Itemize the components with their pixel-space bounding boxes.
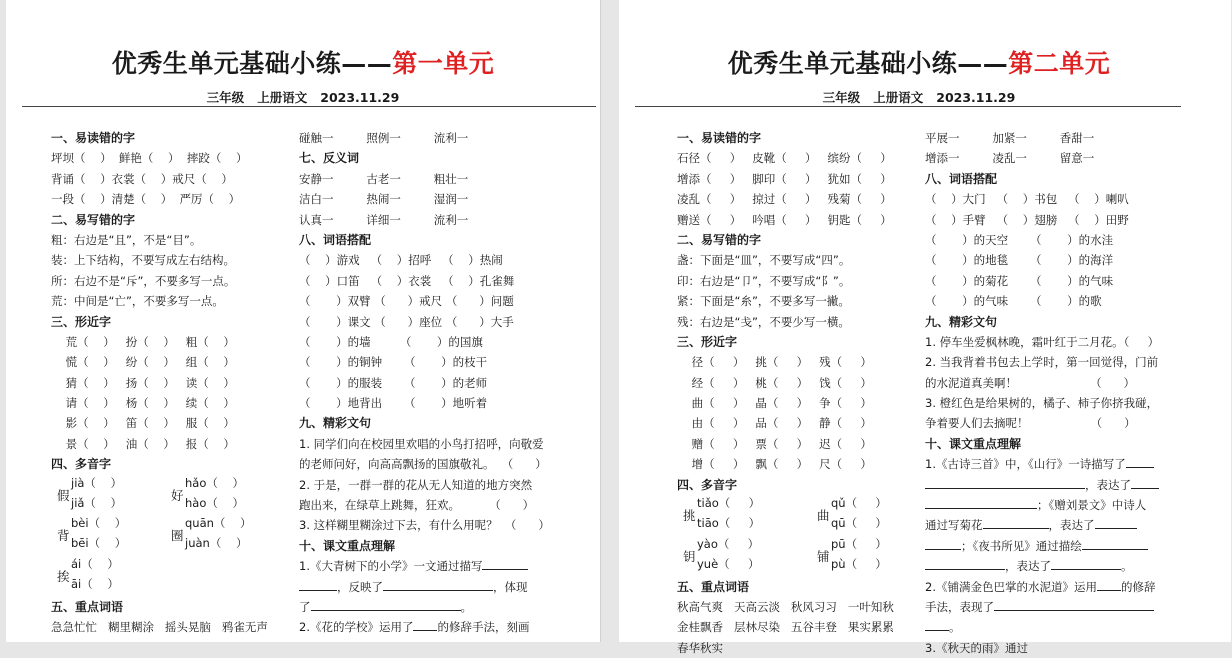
exercise-line: 猜（ ） 扬（ ） 读（ ）: [51, 375, 235, 390]
q1-text: 1.《古诗三首》中，《山行》一诗描写了: [925, 457, 1126, 472]
q1-text: 1.《大青树下的小学》一文通过描写: [299, 559, 483, 574]
polyphone-item: [57, 556, 167, 596]
polyphone-item: [683, 536, 793, 576]
exercise-line: 凌乱（ ） 掠过（ ） 残菊（ ）: [677, 192, 892, 207]
q2-text: 的修辞手法，刻画: [437, 620, 530, 635]
pinyin-option: quān（ ）: [185, 516, 252, 531]
pinyin-option: hào（ ）: [185, 495, 244, 510]
q2-text: 。: [949, 620, 961, 635]
pinyin-option: bèi（ ）: [71, 516, 127, 531]
exercise-line: （ ）的地毯 （ ）的海洋: [925, 253, 1114, 268]
exercise-line: 2. 于是，一群一群的花从无人知道的地方突然: [299, 477, 533, 492]
exercise-line: 争着要人们去摘呢！ （ ）: [925, 416, 1136, 431]
exercise-line: 春华秋实: [677, 640, 723, 655]
q2-text: 手法，表现了: [925, 599, 994, 614]
exercise-line: （ ）的菊花 （ ）的气味: [925, 273, 1114, 288]
exercise-line: 认真一 详细一 流利一: [299, 212, 469, 227]
exercise-line: （ ）的服装 （ ）的老师: [299, 375, 488, 390]
question-line: [925, 454, 1165, 474]
document-page-unit-1: [6, 0, 601, 642]
page-subtitle: 三年级 上册语文 2023.11.29: [822, 90, 1016, 105]
page-title: [6, 44, 600, 80]
answer-blank[interactable]: [1082, 537, 1148, 550]
exercise-line: 景（ ） 油（ ） 报（ ）: [51, 436, 235, 451]
exercise-line: 1. 同学们向在校园里欢唱的小鸟打招呼，向敬爱: [299, 436, 544, 451]
pinyin-option: āi（ ）: [71, 577, 119, 592]
exercise-line: 1. 停车坐爱枫林晚，霜叶红于二月花。（ ）: [925, 334, 1160, 349]
exercise-line: 盏：下面是“皿”，不要写成“四”。: [677, 253, 851, 268]
polyphone-item: [171, 475, 281, 515]
section-heading: 十、课文重点理解: [925, 436, 1022, 451]
pinyin-option: bēi（ ）: [71, 536, 127, 551]
exercise-line: 急急忙忙 糊里糊涂 摇头晃脑 鸦雀无声: [51, 620, 268, 635]
title-main: 优秀生单元基础小练——: [111, 49, 393, 78]
q1-text: ，表达了: [1005, 559, 1051, 574]
title-unit: 第二单元: [1008, 49, 1111, 78]
question-line: 了 。: [299, 599, 472, 614]
pinyin-option: pù（ ）: [831, 556, 887, 571]
exercise-line: 所：右边不是“斥”，不要多写一点。: [51, 273, 236, 288]
pinyin-option: yuè（ ）: [697, 556, 760, 571]
exercise-line: 慌（ ） 纷（ ） 组（ ）: [51, 355, 235, 370]
polyphone-row: [677, 495, 917, 536]
question-line: [925, 577, 1165, 597]
q2-text: 2.《花的学校》运用了: [299, 620, 414, 635]
exercise-line: 增添一 凌乱一 留意一: [925, 151, 1095, 166]
polyphone-char: 钥: [683, 548, 696, 564]
pinyin-option: jiǎ（ ）: [71, 495, 123, 510]
exercise-line: 坪坝（ ） 鲜艳（ ） 摔跤（ ）: [51, 151, 248, 166]
exercise-line: 2. 当我背着书包去上学时，第一回觉得，门前: [925, 355, 1159, 370]
answer-blank[interactable]: [925, 618, 949, 631]
polyphone-char: 铺: [817, 548, 830, 564]
title-unit: 第一单元: [392, 49, 495, 78]
polyphone-item: [171, 515, 281, 555]
section-heading: 九、精彩文句: [925, 314, 998, 329]
section-heading: 四、多音字: [51, 457, 112, 472]
answer-blank[interactable]: [925, 557, 1005, 570]
exercise-line: 经（ ） 桃（ ） 饯（ ）: [677, 375, 872, 390]
polyphone-row: [51, 515, 291, 556]
page-subtitle: 三年级 上册语文 2023.11.29: [206, 90, 400, 105]
polyphone-row: [51, 556, 291, 597]
question-line: [299, 556, 549, 576]
pinyin-option: tiǎo（ ）: [697, 496, 761, 511]
section-heading: 八、词语搭配: [925, 171, 998, 186]
q1-text: 了: [299, 599, 311, 614]
question-line: [299, 577, 549, 597]
polyphone-char: 背: [57, 528, 70, 544]
question-line: [925, 475, 1165, 495]
question-line: [925, 617, 1165, 637]
answer-blank[interactable]: [925, 476, 1085, 489]
question-line: [925, 515, 1165, 535]
pinyin-option: pū（ ）: [831, 536, 887, 551]
exercise-line: 安静一 古老一 粗壮一: [299, 171, 469, 186]
polyphone-char: 好: [171, 487, 184, 503]
exercise-line: （ ）的铜钟 （ ）的枝干: [299, 355, 488, 370]
page-title: [613, 44, 1225, 80]
answer-blank[interactable]: [1051, 557, 1121, 570]
exercise-line: 金桂飘香 层林尽染 五谷丰登 果实累累: [677, 620, 894, 635]
polyphone-item: [817, 495, 927, 535]
exercise-line: （ ）的气味 （ ）的歌: [925, 294, 1102, 309]
polyphone-row: [677, 536, 917, 577]
pinyin-option: juàn（ ）: [185, 536, 248, 551]
section-heading: 二、易写错的字: [51, 212, 136, 227]
q2-text: 的修辞: [1120, 579, 1156, 594]
question-line: [299, 617, 549, 637]
exercise-line: 紧：下面是“糸”，不要多写一撇。: [677, 294, 850, 309]
q1-text: ，反映了: [337, 579, 383, 594]
polyphone-char: 圈: [171, 528, 184, 544]
exercise-line: （ ）口笛 （ ）衣裳 （ ）孔雀舞: [299, 273, 515, 288]
q2-text: 2.《铺满金色巴掌的水泥道》运用: [925, 579, 1097, 594]
answer-blank[interactable]: [482, 557, 528, 570]
left-column: [677, 128, 917, 658]
answer-blank[interactable]: [983, 516, 1049, 529]
divider: [22, 106, 596, 107]
exercise-line: （ ）手臂 （ ）翅膀 （ ）田野: [925, 212, 1129, 227]
answer-blank[interactable]: [994, 598, 1154, 611]
section-heading: 一、易读错的字: [677, 131, 762, 145]
answer-blank[interactable]: [383, 578, 493, 591]
pinyin-option: tiāo（ ）: [697, 516, 761, 531]
q1-text: ；《夜书所见》通过描绘: [961, 538, 1082, 553]
answer-blank[interactable]: [1131, 476, 1159, 489]
exercise-line: 平展一 加紧一 香甜一: [925, 131, 1095, 145]
left-column: [51, 128, 291, 638]
exercise-line: 洁白一 热闹一 湿润一: [299, 192, 469, 207]
exercise-line: （ ）课文 （ ）座位 （ ）大手: [299, 314, 514, 329]
answer-blank[interactable]: [1095, 516, 1137, 529]
exercise-line: 影（ ） 笛（ ） 服（ ）: [51, 416, 235, 431]
question-line: [925, 638, 1165, 658]
exercise-line: 荒：中间是“亡”，不要多写一点。: [51, 294, 224, 309]
section-heading: 七、反义词: [299, 151, 360, 166]
exercise-line: 一段（ ）清楚（ ） 严厉（ ）: [51, 192, 241, 207]
q1-text: ；《赠刘景文》中诗人: [1037, 498, 1147, 513]
section-heading: 十、课文重点理解: [299, 538, 396, 553]
answer-blank[interactable]: [1097, 578, 1121, 591]
exercise-line: 的水泥道真美啊！ （ ）: [925, 375, 1136, 390]
exercise-line: 3. 这样糊里糊涂过下去，有什么用呢？ （ ）: [299, 518, 550, 533]
exercise-line: 赠送（ ） 吟唱（ ） 钥匙（ ）: [677, 212, 892, 227]
answer-blank[interactable]: [925, 537, 961, 550]
exercise-line: 碰触一 照例一 流利一: [299, 131, 469, 145]
q1-text: ，表达了: [1048, 518, 1095, 533]
question-line: [925, 536, 1165, 556]
exercise-line: 印：右边是“卩”，不要写成“阝”。: [677, 273, 851, 288]
divider: [635, 106, 1181, 107]
exercise-line: 由（ ） 品（ ） 静（ ）: [677, 416, 872, 431]
pinyin-option: qǔ（ ）: [831, 496, 887, 511]
q1-text: 通过写菊花: [925, 518, 983, 533]
pinyin-option: yào（ ）: [697, 536, 760, 551]
exercise-line: 径（ ） 挑（ ） 残（ ）: [677, 355, 872, 370]
exercise-line: 跑出来，在绿草上跳舞，狂欢。 （ ）: [299, 498, 535, 513]
right-column: [299, 128, 549, 638]
exercise-line: 石径（ ） 皮靴（ ） 缤纷（ ）: [677, 151, 892, 166]
answer-blank[interactable]: [299, 578, 337, 591]
question-line: [925, 495, 1165, 515]
exercise-line: 装：上下结构，不要写成左右结构。: [51, 253, 235, 268]
section-heading: 五、重点词语: [51, 600, 124, 615]
right-column: [925, 128, 1165, 658]
section-heading: 九、精彩文句: [299, 416, 372, 431]
document-page-unit-2: [619, 0, 1231, 655]
section-heading: 四、多音字: [677, 477, 738, 492]
section-heading: 三、形近字: [677, 334, 738, 349]
polyphone-char: 假: [57, 487, 70, 503]
polyphone-item: [683, 495, 793, 535]
exercise-line: 秋高气爽 天高云淡 秋风习习 一叶知秋: [677, 600, 894, 615]
section-heading: 二、易写错的字: [677, 232, 762, 247]
exercise-line: （ ）的天空 （ ）的水洼: [925, 232, 1114, 247]
polyphone-char: 曲: [817, 508, 830, 524]
exercise-line: 增（ ） 飘（ ） 尺（ ）: [677, 457, 872, 472]
exercise-line: （ ）大门 （ ）书包 （ ）喇叭: [925, 192, 1129, 207]
exercise-line: 请（ ） 杨（ ） 续（ ）: [51, 396, 235, 411]
q1-text: ，表达了: [1085, 477, 1131, 492]
exercise-line: 曲（ ） 晶（ ） 争（ ）: [677, 396, 872, 411]
exercise-line: 粗：右边是“且”，不是“目”。: [51, 232, 202, 247]
exercise-line: 残：右边是“戋”，不要少写一横。: [677, 314, 850, 329]
exercise-line: 3. 橙红色是给果树的，橘子、柿子你挤我碰，: [925, 396, 1159, 411]
q3-text: 3.《秋天的雨》通过: [925, 640, 1028, 655]
section-heading: 一、易读错的字: [51, 131, 136, 145]
exercise-line: （ ）地背出 （ ）地听着: [299, 396, 488, 411]
section-heading: 八、词语搭配: [299, 232, 372, 247]
exercise-line: （ ）游戏 （ ）招呼 （ ）热闹: [299, 253, 503, 268]
question-line: [925, 597, 1165, 617]
question-line: ，表达了 。: [925, 556, 1165, 576]
answer-blank[interactable]: [1126, 455, 1154, 468]
answer-blank[interactable]: [925, 496, 1037, 509]
exercise-line: 背诵（ ）衣裳（ ）戒尺（ ）: [51, 171, 233, 186]
exercise-line: （ ）的墙 （ ）的国旗: [299, 334, 483, 349]
polyphone-item: [57, 475, 167, 515]
q1-text: ，体现: [493, 579, 528, 594]
polyphone-row: [51, 475, 291, 516]
pinyin-option: ái（ ）: [71, 557, 119, 572]
pinyin-option: hǎo（ ）: [185, 475, 244, 490]
exercise-line: 荒（ ） 扮（ ） 粗（ ）: [51, 334, 235, 349]
title-main: 优秀生单元基础小练——: [727, 49, 1009, 78]
polyphone-char: 挨: [57, 569, 70, 585]
exercise-line: 增添（ ） 脚印（ ） 犹如（ ）: [677, 171, 892, 186]
section-heading: 三、形近字: [51, 314, 112, 329]
polyphone-item: [817, 536, 927, 576]
exercise-line: 的老师问好，向高高飘扬的国旗敬礼。 （ ）: [299, 457, 547, 472]
polyphone-item: [57, 515, 167, 555]
pinyin-option: qū（ ）: [831, 516, 887, 531]
exercise-line: （ ）双臂 （ ）戒尺 （ ）问题: [299, 294, 514, 309]
answer-blank[interactable]: [413, 618, 437, 631]
exercise-line: 赠（ ） 票（ ） 迟（ ）: [677, 436, 872, 451]
answer-blank[interactable]: [311, 598, 461, 611]
section-heading: 五、重点词语: [677, 579, 750, 594]
pinyin-option: jià（ ）: [71, 475, 123, 490]
polyphone-char: 挑: [683, 508, 696, 524]
